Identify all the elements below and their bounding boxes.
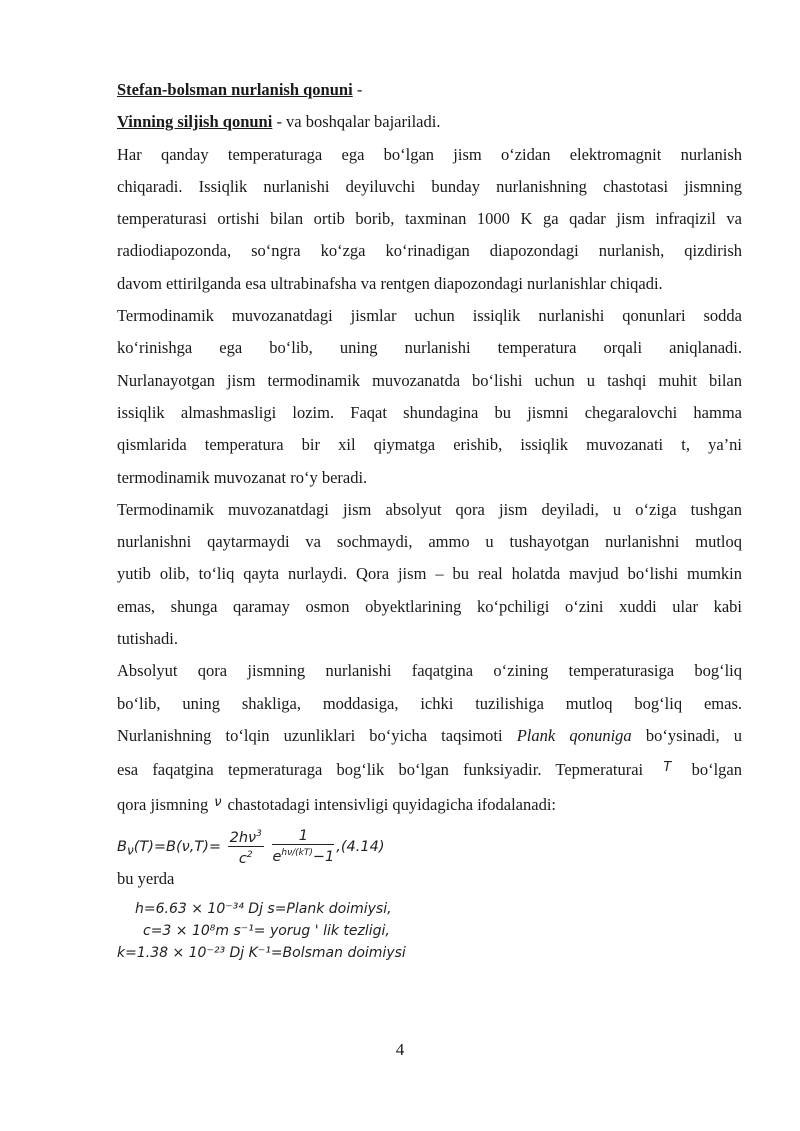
constant-boltzmann: k=1.38 × 10⁻²³ Dj K⁻¹=Bolsman doimiysi	[117, 945, 406, 962]
constant-planck: h=6.63 × 10⁻³⁴ Dj s=Plank doimiysi,	[135, 901, 392, 918]
paragraph-4: Absolyut qora jismning nurlanishi faqatgina o‘zining temperaturasiga bog‘liq bo‘lib, uning shakliga, moddasiga, ichki tuzilishiga mutloq bog‘liq emas. Nurlanishning to‘lqin uzunliklari bo‘yicha taqsimoti Plank qonuniga bo‘ysinadi, u esa faqatgina tepmeraturaga bog‘lik bo‘lgan funksiyadir. Tepmeraturai T bo‘lgan qora jismning ν chastotadagi intensivligi quyidagicha ifodalanadi:	[117, 655, 742, 820]
fraction-1: $\frac{2h\nu^3}{c^2}$	[229, 828, 262, 867]
constant-light-speed: c=3 × 10⁸m s⁻¹= yorug ' lik tezligi,	[143, 923, 390, 940]
paragraph-1: Har qanday temperaturaga ega bo‘lgan jism o‘zidan elektromagnit nurlanish chiqaradi. Issiqlik nurlanishi deyiluvchi bunday nurlanishning chastotasi jismning temperaturasi ortishi bilan ortib borib, taxminan 1000 K ga qadar jism infraqizil va radiodiapozonda, so‘ngra ko‘zga ko‘rinadigan diapozondagi nurlanish, qizdirish davom ettirilganda esa ultrabinafsha va rentgen diapozondagi nurlanishlar chiqadi.	[117, 144, 742, 293]
plank-law-italic: Plank qonuniga	[516, 725, 632, 745]
equation-label: ,(4.14)	[336, 838, 385, 855]
symbol-T: T	[663, 760, 672, 776]
symbol-nu: ν	[214, 794, 222, 810]
planck-equation: $B_\nu(T)=B(\nu,T)=$ $\frac{2h\nu^3}{c^2}$ $\frac{1}{e^{h\nu/(kT)}-1}$ ,(4.14)	[117, 827, 385, 867]
document-page	[117, 74, 742, 969]
page-number: 4	[395, 1040, 405, 1059]
constants-list	[117, 899, 742, 969]
paragraph-2: Termodinamik muvozanatdagi jismlar uchun issiqlik nurlanishi qonunlari sodda ko‘rinishga ega bo‘lib, uning nurlanishi temperatura orqali aniqlanadi. Nurlanayotgan jism termodinamik muvozanatda bo‘lishi uchun u tashqi muhit bilan issiqlik almashmasligi lozim. Faqat shundagina bu jismni chegaralovchi hamma qismlarida temperatura bir xil qiymatga erishib, issiqlik muvozanati t, ya’ni termodinamik muvozanat ro‘y beradi.	[117, 306, 742, 487]
heading-vin: Vinning siljish qonuni - va boshqalar bajariladi.	[117, 112, 441, 132]
bu-yerda: bu yerda	[117, 868, 175, 888]
heading-stefan-bolsman: Stefan-bolsman nurlanish qonuni -	[117, 80, 363, 99]
paragraph-3: Termodinamik muvozanatdagi jism absolyut qora jism deyiladi, u o‘ziga tushgan nurlanishni qaytarmaydi va sochmaydi, ammo u tushayotgan nurlanishni mutloq yutib olib, to‘liq qayta nurlaydi. Qora jism – bu real holatda mavjud bo‘lishi mumkin emas, shunga qaramay osmon obyektlarining ko‘pchiligi o‘zini xuddi ular kabi tutishadi.	[117, 499, 742, 649]
fraction-2: $\frac{1}{e^{h\nu/(kT)}-1}$	[272, 827, 335, 865]
